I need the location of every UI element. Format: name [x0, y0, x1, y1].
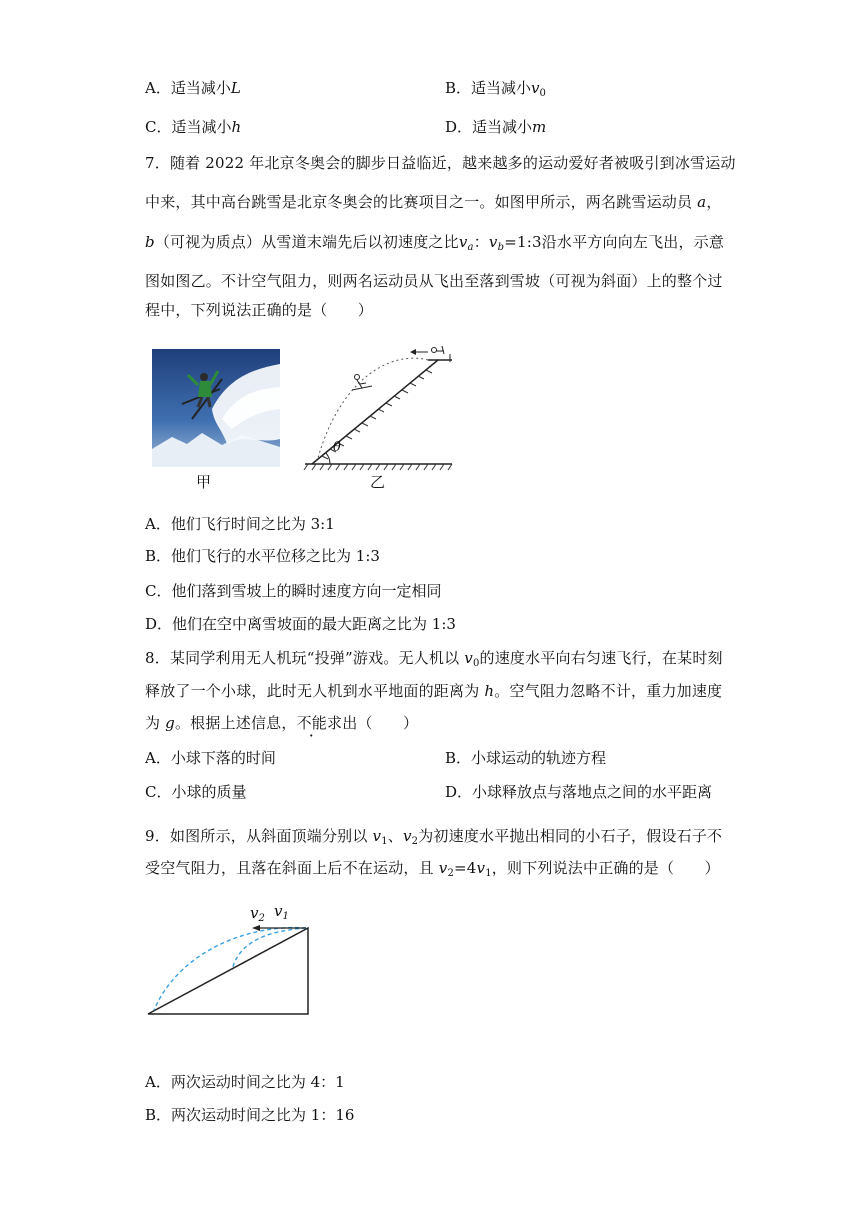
q8-option-d: D．小球释放点与落地点之间的水平距离	[445, 783, 713, 801]
emphasis-text: 不能	[296, 714, 327, 732]
q6-option-b: B．适当减小$v_0$	[445, 79, 546, 99]
q9-option-b: B．两次运动时间之比为 1：16	[145, 1106, 355, 1124]
q7-option-d: D．他们在空中离雪坡面的最大距离之比为 1:3	[145, 615, 456, 633]
q7-line-1: 7．随着 2022 年北京冬奥会的脚步日益临近，越来越多的运动爱好者被吸引到冰雪运动	[145, 154, 736, 172]
q7-line-3: b（可视为质点）从雪道末端先后以初速度之比$v_a$：$v_b=1:3$沿水平方向向左飞出，示意	[145, 233, 725, 253]
q6-option-a: A．适当减小L	[145, 79, 241, 97]
caption-jia: 甲	[196, 473, 212, 491]
theta-label: θ	[333, 440, 341, 455]
q6-option-d: D．适当减小m	[445, 118, 547, 136]
ski-slope-diagram	[300, 340, 460, 472]
q6-option-c: C．适当减小h	[145, 118, 242, 136]
q8-line-3: 为 g。根据上述信息，不能求出（ ）	[145, 714, 419, 732]
q8-line-2: 释放了一个小球，此时无人机到水平地面的距离为 h。空气阻力忽略不计，重力加速度	[145, 682, 723, 700]
q8-option-b: B．小球运动的轨迹方程	[445, 749, 607, 767]
q9-option-a: A．两次运动时间之比为 4：1	[145, 1073, 345, 1091]
q7-line-5: 程中，下列说法正确的是（ ）	[145, 301, 374, 319]
q7-line-2: 中来，其中高台跳雪是北京冬奥会的比赛项目之一。如图甲所示，两名跳雪运动员 a，	[145, 193, 722, 211]
incline-diagram	[140, 900, 320, 1020]
q7-option-a: A．他们飞行时间之比为 3:1	[145, 515, 335, 533]
q7-line-4: 图如图乙。不计空气阻力，则两名运动员从飞出至落到雪坡（可视为斜面）上的整个过	[145, 272, 723, 290]
caption-yi: 乙	[370, 473, 386, 491]
q8-option-a: A．小球下落的时间	[145, 749, 276, 767]
fig-label-v1: $v_1$	[274, 902, 289, 922]
ski-jump-photo	[152, 349, 280, 467]
q9-line-1: 9．如图所示，从斜面顶端分别以 $v_1$、$v_2$为初速度水平抛出相同的小石子，假设石子不	[145, 827, 723, 847]
q9-line-2: 受空气阻力，且落在斜面上后不在运动，且 $v_2=4v_1$，则下列说法中正确的是（ ）	[145, 859, 720, 879]
q7-option-b: B．他们飞行的水平位移之比为 1:3	[145, 547, 380, 565]
q8-line-1: 8．某同学利用无人机玩“投弹”游戏。无人机以 $v_0$的速度水平向右匀速飞行，在某时刻	[145, 649, 723, 669]
q7-option-c: C．他们落到雪坡上的瞬时速度方向一定相同	[145, 582, 442, 600]
fig-label-v2: $v_2$	[250, 904, 265, 924]
q8-option-c: C．小球的质量	[145, 783, 247, 801]
